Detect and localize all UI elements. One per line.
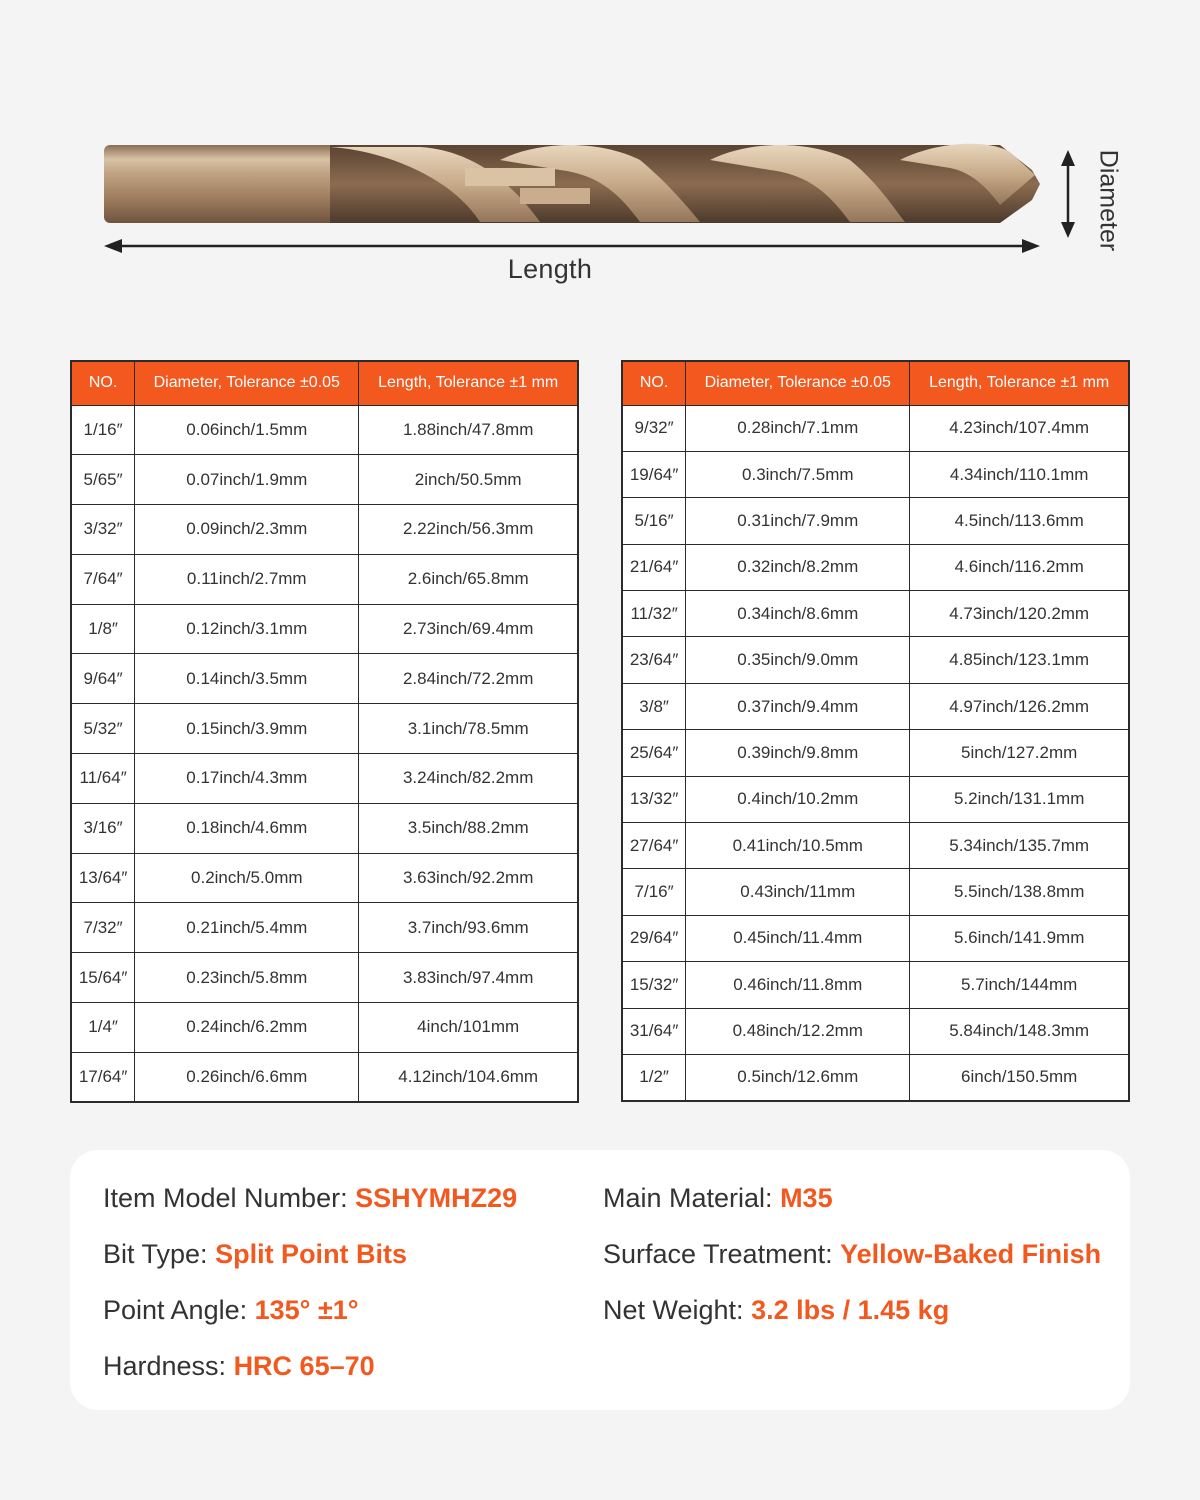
cell-length: 3.63inch/92.2mm: [359, 853, 578, 903]
header-diameter: Diameter, Tolerance ±0.05: [686, 361, 910, 405]
cell-length: 4.12inch/104.6mm: [359, 1052, 578, 1102]
cell-diameter: 0.24inch/6.2mm: [135, 1003, 359, 1053]
size-table-left: [70, 360, 579, 1103]
size-table-right: [621, 360, 1130, 1102]
cell-diameter: 0.32inch/8.2mm: [686, 544, 910, 590]
drill-flutes: [330, 144, 1040, 223]
cell-size-no: 17/64″: [71, 1052, 135, 1102]
header-no: NO.: [622, 361, 686, 405]
cell-size-no: 5/16″: [622, 498, 686, 544]
table-row: [71, 604, 578, 654]
weight-value: 3.2 lbs / 1.45 kg: [751, 1295, 950, 1325]
cell-diameter: 0.35inch/9.0mm: [686, 637, 910, 683]
point-angle-row: [103, 1295, 359, 1326]
material-value: M35: [780, 1183, 833, 1213]
table-row: [71, 405, 578, 455]
cell-size-no: 1/4″: [71, 1003, 135, 1053]
cell-size-no: 13/64″: [71, 853, 135, 903]
table-row: [71, 953, 578, 1003]
cell-length: 3.7inch/93.6mm: [359, 903, 578, 953]
cell-length: 5.34inch/135.7mm: [910, 823, 1129, 869]
cell-length: 5.7inch/144mm: [910, 962, 1129, 1008]
cell-diameter: 0.46inch/11.8mm: [686, 962, 910, 1008]
table-row: [71, 1052, 578, 1102]
cell-diameter: 0.15inch/3.9mm: [135, 704, 359, 754]
cell-diameter: 0.17inch/4.3mm: [135, 754, 359, 804]
cell-size-no: 7/64″: [71, 554, 135, 604]
table-row: [622, 498, 1129, 544]
cell-size-no: 7/16″: [622, 869, 686, 915]
header-no: NO.: [71, 361, 135, 405]
table-header-row: [71, 361, 578, 405]
cell-length: 3.1inch/78.5mm: [359, 704, 578, 754]
surface-row: [603, 1239, 1101, 1270]
cell-diameter: 0.48inch/12.2mm: [686, 1008, 910, 1054]
cell-size-no: 5/32″: [71, 704, 135, 754]
cell-length: 4.5inch/113.6mm: [910, 498, 1129, 544]
cell-diameter: 0.26inch/6.6mm: [135, 1052, 359, 1102]
cell-size-no: 3/32″: [71, 505, 135, 555]
weight-row: [603, 1295, 949, 1326]
table-row: [622, 683, 1129, 729]
cell-length: 2.22inch/56.3mm: [359, 505, 578, 555]
cell-length: 2.84inch/72.2mm: [359, 654, 578, 704]
cell-length: 3.24inch/82.2mm: [359, 754, 578, 804]
model-number-row: [103, 1183, 517, 1214]
cell-size-no: 15/32″: [622, 962, 686, 1008]
cell-size-no: 15/64″: [71, 953, 135, 1003]
cell-diameter: 0.18inch/4.6mm: [135, 803, 359, 853]
table-row: [622, 544, 1129, 590]
cell-diameter: 0.3inch/7.5mm: [686, 451, 910, 497]
cell-diameter: 0.2inch/5.0mm: [135, 853, 359, 903]
cell-length: 4inch/101mm: [359, 1003, 578, 1053]
hardness-value: HRC 65–70: [233, 1351, 375, 1381]
length-label: Length: [507, 254, 593, 284]
cell-diameter: 0.11inch/2.7mm: [135, 554, 359, 604]
table-row: [622, 823, 1129, 869]
cell-diameter: 0.14inch/3.5mm: [135, 654, 359, 704]
table-row: [622, 776, 1129, 822]
cell-size-no: 9/32″: [622, 405, 686, 451]
diameter-arrow: [1061, 150, 1075, 238]
cell-diameter: 0.23inch/5.8mm: [135, 953, 359, 1003]
cell-length: 2inch/50.5mm: [359, 455, 578, 505]
cell-length: 4.6inch/116.2mm: [910, 544, 1129, 590]
cell-size-no: 1/16″: [71, 405, 135, 455]
cell-size-no: 3/8″: [622, 683, 686, 729]
table-row: [71, 853, 578, 903]
cell-length: 4.34inch/110.1mm: [910, 451, 1129, 497]
material-label: Main Material:: [603, 1183, 781, 1213]
cell-size-no: 1/2″: [622, 1054, 686, 1100]
table-row: [622, 1054, 1129, 1100]
specs-panel: [70, 1150, 1130, 1410]
bit-type-value: Split Point Bits: [215, 1239, 408, 1269]
table-row: [622, 1008, 1129, 1054]
length-arrow: [104, 239, 1040, 253]
cell-diameter: 0.28inch/7.1mm: [686, 405, 910, 451]
table-row: [622, 730, 1129, 776]
hardness-label: Hardness:: [103, 1351, 234, 1381]
table-row: [71, 455, 578, 505]
cell-length: 4.73inch/120.2mm: [910, 591, 1129, 637]
cell-diameter: 0.07inch/1.9mm: [135, 455, 359, 505]
table-row: [71, 505, 578, 555]
hardness-row: [103, 1351, 375, 1382]
table-row: [622, 869, 1129, 915]
header-length: Length, Tolerance ±1 mm: [910, 361, 1129, 405]
cell-length: 4.23inch/107.4mm: [910, 405, 1129, 451]
table-row: [71, 554, 578, 604]
cell-length: 5.2inch/131.1mm: [910, 776, 1129, 822]
cell-size-no: 9/64″: [71, 654, 135, 704]
header-length: Length, Tolerance ±1 mm: [359, 361, 578, 405]
cell-length: 2.73inch/69.4mm: [359, 604, 578, 654]
model-number-label: Item Model Number:: [103, 1183, 356, 1213]
table-row: [622, 962, 1129, 1008]
cell-length: 1.88inch/47.8mm: [359, 405, 578, 455]
cell-size-no: 5/65″: [71, 455, 135, 505]
cell-diameter: 0.43inch/11mm: [686, 869, 910, 915]
material-row: [603, 1183, 833, 1214]
cell-diameter: 0.06inch/1.5mm: [135, 405, 359, 455]
table-row: [622, 637, 1129, 683]
cell-diameter: 0.39inch/9.8mm: [686, 730, 910, 776]
model-number-value: SSHYMHZ29: [355, 1183, 518, 1213]
cell-length: 5.5inch/138.8mm: [910, 869, 1129, 915]
point-angle-label: Point Angle:: [103, 1295, 255, 1325]
point-angle-value: 135° ±1°: [254, 1295, 359, 1325]
table-row: [71, 1003, 578, 1053]
cell-size-no: 27/64″: [622, 823, 686, 869]
table-row: [622, 915, 1129, 961]
cell-diameter: 0.21inch/5.4mm: [135, 903, 359, 953]
cell-size-no: 1/8″: [71, 604, 135, 654]
cell-diameter: 0.09inch/2.3mm: [135, 505, 359, 555]
surface-value: Yellow-Baked Finish: [840, 1239, 1102, 1269]
cell-size-no: 3/16″: [71, 803, 135, 853]
bit-type-row: [103, 1239, 407, 1270]
diameter-label: Diameter: [1094, 149, 1123, 252]
cell-size-no: 19/64″: [622, 451, 686, 497]
table-header-row: [622, 361, 1129, 405]
cell-size-no: 11/32″: [622, 591, 686, 637]
bit-type-label: Bit Type:: [103, 1239, 216, 1269]
cell-diameter: 0.5inch/12.6mm: [686, 1054, 910, 1100]
cell-diameter: 0.34inch/8.6mm: [686, 591, 910, 637]
header-diameter: Diameter, Tolerance ±0.05: [135, 361, 359, 405]
table-row: [622, 405, 1129, 451]
surface-label: Surface Treatment:: [603, 1239, 841, 1269]
cell-size-no: 31/64″: [622, 1008, 686, 1054]
drill-figure: [0, 0, 1200, 320]
cell-length: 3.83inch/97.4mm: [359, 953, 578, 1003]
cell-length: 3.5inch/88.2mm: [359, 803, 578, 853]
cell-diameter: 0.41inch/10.5mm: [686, 823, 910, 869]
cell-length: 5.84inch/148.3mm: [910, 1008, 1129, 1054]
table-row: [71, 903, 578, 953]
cell-size-no: 11/64″: [71, 754, 135, 804]
cell-size-no: 7/32″: [71, 903, 135, 953]
cell-length: 5inch/127.2mm: [910, 730, 1129, 776]
cell-diameter: 0.4inch/10.2mm: [686, 776, 910, 822]
cell-size-no: 23/64″: [622, 637, 686, 683]
table-row: [71, 654, 578, 704]
table-row: [622, 591, 1129, 637]
cell-diameter: 0.31inch/7.9mm: [686, 498, 910, 544]
cell-diameter: 0.45inch/11.4mm: [686, 915, 910, 961]
weight-label: Net Weight:: [603, 1295, 752, 1325]
cell-size-no: 13/32″: [622, 776, 686, 822]
table-row: [622, 451, 1129, 497]
table-row: [71, 803, 578, 853]
table-row: [71, 754, 578, 804]
cell-size-no: 29/64″: [622, 915, 686, 961]
cell-length: 4.97inch/126.2mm: [910, 683, 1129, 729]
cell-size-no: 21/64″: [622, 544, 686, 590]
cell-length: 4.85inch/123.1mm: [910, 637, 1129, 683]
cell-diameter: 0.12inch/3.1mm: [135, 604, 359, 654]
cell-length: 6inch/150.5mm: [910, 1054, 1129, 1100]
cell-length: 5.6inch/141.9mm: [910, 915, 1129, 961]
cell-size-no: 25/64″: [622, 730, 686, 776]
cell-length: 2.6inch/65.8mm: [359, 554, 578, 604]
cell-diameter: 0.37inch/9.4mm: [686, 683, 910, 729]
table-row: [71, 704, 578, 754]
